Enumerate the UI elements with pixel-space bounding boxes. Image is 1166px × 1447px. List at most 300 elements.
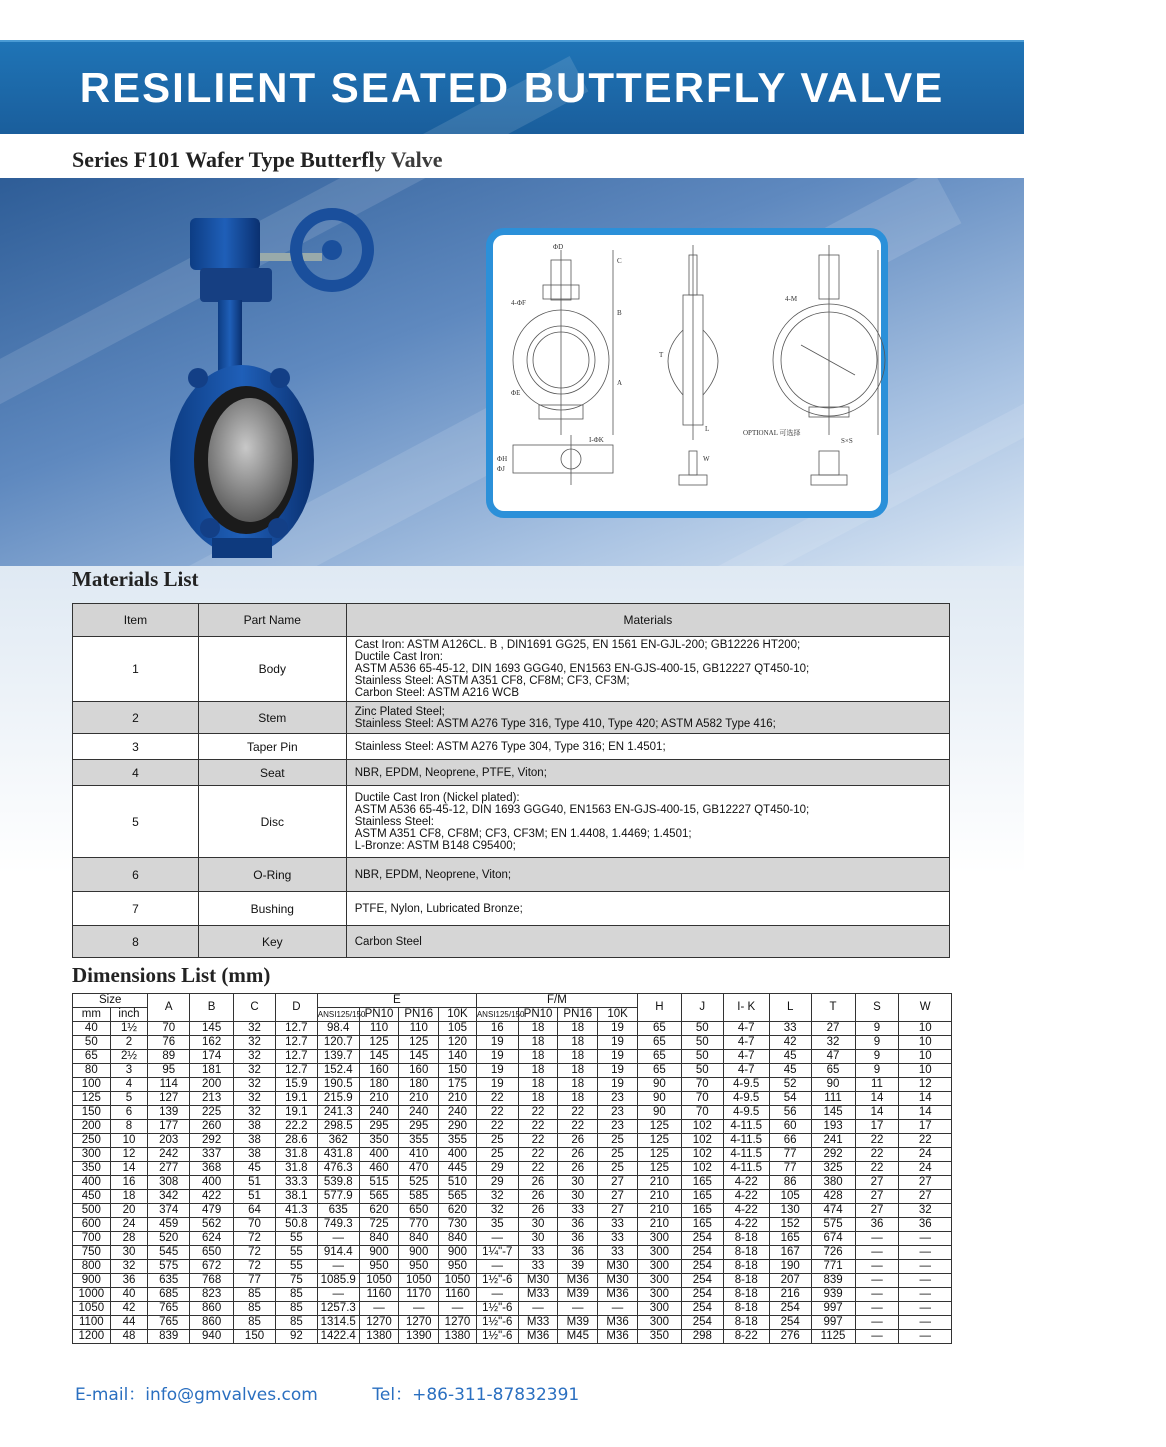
- table-cell: 8-18: [723, 1246, 769, 1260]
- table-cell: —: [317, 1288, 359, 1302]
- table-cell: 75: [275, 1274, 317, 1288]
- table-cell: 295: [399, 1120, 439, 1134]
- table-cell: 18: [518, 1078, 558, 1092]
- table-cell: 8-22: [723, 1330, 769, 1344]
- table-cell: 16: [476, 1022, 518, 1036]
- table-cell: 10: [899, 1050, 952, 1064]
- table-cell: —: [899, 1330, 952, 1344]
- table-cell: 33: [558, 1204, 598, 1218]
- header-fm-10k: 10K: [598, 1008, 638, 1022]
- table-cell: 22: [855, 1134, 899, 1148]
- hero-section: [0, 178, 1024, 566]
- table-cell: 650: [399, 1204, 439, 1218]
- table-cell: 8-18: [723, 1232, 769, 1246]
- table-cell: 64: [234, 1204, 276, 1218]
- table-cell: —: [855, 1246, 899, 1260]
- table-cell: 8-18: [723, 1274, 769, 1288]
- materials-table: [72, 603, 950, 958]
- table-cell: 32: [234, 1022, 276, 1036]
- table-cell: 36: [855, 1218, 899, 1232]
- table-cell: 308: [148, 1176, 190, 1190]
- table-cell: 295: [359, 1120, 399, 1134]
- table-cell: 4-11.5: [723, 1134, 769, 1148]
- table-cell: 167: [769, 1246, 811, 1260]
- table-cell: 672: [190, 1260, 234, 1274]
- table-cell: 1½: [110, 1022, 148, 1036]
- table-cell: 860: [190, 1316, 234, 1330]
- table-cell: —: [899, 1288, 952, 1302]
- table-cell: 445: [439, 1162, 477, 1176]
- table-cell: 55: [275, 1246, 317, 1260]
- table-cell: 70: [681, 1092, 723, 1106]
- header-FM: F/M: [476, 994, 637, 1008]
- table-cell: —: [899, 1274, 952, 1288]
- table-cell: 585: [399, 1190, 439, 1204]
- table-cell: 54: [769, 1092, 811, 1106]
- table-row: [73, 1260, 952, 1274]
- table-cell: 8-18: [723, 1316, 769, 1330]
- table-cell: 50: [681, 1050, 723, 1064]
- table-cell: 160: [359, 1064, 399, 1078]
- table-cell: 27: [855, 1190, 899, 1204]
- table-cell: 102: [681, 1148, 723, 1162]
- table-cell: 32: [234, 1064, 276, 1078]
- table-cell: 125: [359, 1036, 399, 1050]
- table-cell: 162: [190, 1036, 234, 1050]
- table-cell: 48: [110, 1330, 148, 1344]
- table-cell: 39: [558, 1260, 598, 1274]
- table-cell: 32: [476, 1204, 518, 1218]
- table-cell: 562: [190, 1218, 234, 1232]
- table-cell: 77: [769, 1162, 811, 1176]
- table-cell: M33: [518, 1316, 558, 1330]
- header-e-pn10: PN10: [359, 1008, 399, 1022]
- table-cell: 575: [811, 1218, 855, 1232]
- table-cell: 800: [73, 1260, 111, 1274]
- part-cell: Seat: [198, 760, 346, 786]
- table-cell: 28: [110, 1232, 148, 1246]
- header-B: B: [190, 994, 234, 1022]
- table-cell: 26: [518, 1176, 558, 1190]
- table-cell: 290: [439, 1120, 477, 1134]
- dim-label-phiE: ΦE: [511, 389, 521, 397]
- table-cell: 26: [518, 1204, 558, 1218]
- table-cell: 900: [359, 1246, 399, 1260]
- table-cell: 165: [681, 1190, 723, 1204]
- table-row: [73, 1120, 952, 1134]
- table-cell: —: [899, 1316, 952, 1330]
- table-cell: 4-9.5: [723, 1078, 769, 1092]
- table-cell: 624: [190, 1232, 234, 1246]
- header-H: H: [637, 994, 681, 1022]
- table-cell: 210: [637, 1204, 681, 1218]
- dim-label-T: T: [659, 351, 664, 359]
- table-cell: 254: [681, 1316, 723, 1330]
- table-cell: 27: [855, 1204, 899, 1218]
- table-cell: 30: [518, 1218, 558, 1232]
- table-cell: 17: [899, 1120, 952, 1134]
- table-cell: 210: [637, 1176, 681, 1190]
- header-materials: Materials: [346, 604, 949, 637]
- table-cell: 254: [681, 1260, 723, 1274]
- table-cell: 1170: [399, 1288, 439, 1302]
- table-cell: 22: [476, 1106, 518, 1120]
- table-cell: 4-7: [723, 1050, 769, 1064]
- table-cell: 1½"-6: [476, 1302, 518, 1316]
- table-cell: 18: [558, 1064, 598, 1078]
- table-cell: 30: [110, 1246, 148, 1260]
- table-row: [73, 1078, 952, 1092]
- table-cell: 50: [681, 1036, 723, 1050]
- table-cell: 180: [399, 1078, 439, 1092]
- technical-drawing: [486, 228, 888, 518]
- table-cell: 38: [234, 1148, 276, 1162]
- table-cell: 823: [190, 1288, 234, 1302]
- table-cell: 18: [518, 1036, 558, 1050]
- table-cell: 476.3: [317, 1162, 359, 1176]
- table-cell: —: [855, 1274, 899, 1288]
- table-cell: 840: [399, 1232, 439, 1246]
- table-cell: 950: [399, 1260, 439, 1274]
- table-cell: 32: [234, 1050, 276, 1064]
- header-L: L: [769, 994, 811, 1022]
- table-cell: —: [899, 1260, 952, 1274]
- table-cell: 65: [637, 1022, 681, 1036]
- table-cell: 8: [110, 1120, 148, 1134]
- table-cell: 355: [439, 1134, 477, 1148]
- table-cell: 12.7: [275, 1064, 317, 1078]
- table-cell: 539.8: [317, 1176, 359, 1190]
- table-cell: 150: [439, 1064, 477, 1078]
- table-cell: 215.9: [317, 1092, 359, 1106]
- materials-cell: NBR, EPDM, Neoprene, Viton;: [346, 858, 949, 892]
- table-cell: M30: [598, 1260, 638, 1274]
- table-cell: 65: [73, 1050, 111, 1064]
- table-cell: 839: [148, 1330, 190, 1344]
- header-S: S: [855, 994, 899, 1022]
- table-cell: M30: [518, 1274, 558, 1288]
- table-cell: —: [476, 1260, 518, 1274]
- table-cell: 725: [359, 1218, 399, 1232]
- table-cell: 325: [811, 1162, 855, 1176]
- table-cell: 77: [769, 1148, 811, 1162]
- table-cell: 1125: [811, 1330, 855, 1344]
- table-cell: —: [855, 1302, 899, 1316]
- table-cell: 25: [598, 1134, 638, 1148]
- table-cell: 19: [476, 1078, 518, 1092]
- table-cell: 145: [190, 1022, 234, 1036]
- materials-cell: Zinc Plated Steel; Stainless Steel: ASTM A276 Type 316, Type 410, Type 420; ASTM A582 Type 416;: [346, 702, 949, 734]
- table-row: [73, 1190, 952, 1204]
- table-cell: 1½"-6: [476, 1316, 518, 1330]
- table-cell: 300: [637, 1288, 681, 1302]
- table-cell: 8-18: [723, 1288, 769, 1302]
- table-cell: 545: [148, 1246, 190, 1260]
- table-cell: 620: [359, 1204, 399, 1218]
- item-cell: 3: [73, 734, 199, 760]
- header-mm: mm: [73, 1008, 111, 1022]
- table-cell: —: [439, 1302, 477, 1316]
- table-cell: 355: [399, 1134, 439, 1148]
- table-cell: 1160: [439, 1288, 477, 1302]
- table-cell: 9: [855, 1022, 899, 1036]
- table-row: [73, 1232, 952, 1246]
- table-cell: M36: [598, 1288, 638, 1302]
- table-cell: 620: [439, 1204, 477, 1218]
- table-cell: 260: [190, 1120, 234, 1134]
- table-cell: 4-7: [723, 1036, 769, 1050]
- table-cell: 254: [769, 1316, 811, 1330]
- table-cell: 111: [811, 1092, 855, 1106]
- table-cell: 70: [681, 1106, 723, 1120]
- table-row: [73, 1134, 952, 1148]
- table-cell: 45: [769, 1050, 811, 1064]
- table-cell: 72: [234, 1260, 276, 1274]
- table-cell: 674: [811, 1232, 855, 1246]
- table-row: [73, 1330, 952, 1344]
- table-cell: 98.4: [317, 1022, 359, 1036]
- table-cell: 18: [518, 1064, 558, 1078]
- table-cell: 515: [359, 1176, 399, 1190]
- table-cell: 174: [190, 1050, 234, 1064]
- table-cell: 145: [399, 1050, 439, 1064]
- table-cell: 18: [518, 1022, 558, 1036]
- table-cell: 2: [110, 1036, 148, 1050]
- table-cell: 32: [234, 1078, 276, 1092]
- table-cell: 72: [234, 1246, 276, 1260]
- table-cell: 1380: [359, 1330, 399, 1344]
- dim-label-4phiF: 4-ΦF: [511, 299, 526, 307]
- table-cell: 337: [190, 1148, 234, 1162]
- table-cell: 292: [190, 1134, 234, 1148]
- table-cell: 92: [275, 1330, 317, 1344]
- table-cell: 254: [681, 1232, 723, 1246]
- table-cell: 12.7: [275, 1050, 317, 1064]
- table-cell: 89: [148, 1050, 190, 1064]
- table-cell: 70: [681, 1078, 723, 1092]
- table-cell: 6: [110, 1106, 148, 1120]
- table-cell: 12.7: [275, 1036, 317, 1050]
- table-cell: 19: [598, 1022, 638, 1036]
- table-cell: 86: [769, 1176, 811, 1190]
- table-cell: 240: [359, 1106, 399, 1120]
- table-row: [73, 734, 950, 760]
- table-cell: 22: [855, 1148, 899, 1162]
- table-row: [73, 1246, 952, 1260]
- table-cell: 145: [359, 1050, 399, 1064]
- header-A: A: [148, 994, 190, 1022]
- table-cell: 4-22: [723, 1190, 769, 1204]
- table-cell: 300: [637, 1260, 681, 1274]
- table-cell: 3: [110, 1064, 148, 1078]
- materials-title: Materials List: [72, 567, 199, 591]
- header-W: W: [899, 994, 952, 1022]
- table-row: [73, 1316, 952, 1330]
- item-cell: 8: [73, 926, 199, 958]
- table-cell: 900: [439, 1246, 477, 1260]
- table-cell: 210: [399, 1092, 439, 1106]
- table-cell: 298: [681, 1330, 723, 1344]
- table-cell: 120: [439, 1036, 477, 1050]
- table-row: [73, 1050, 952, 1064]
- table-cell: 85: [275, 1316, 317, 1330]
- table-cell: 33: [598, 1218, 638, 1232]
- table-cell: 25: [476, 1148, 518, 1162]
- table-cell: 102: [681, 1134, 723, 1148]
- table-cell: 914.4: [317, 1246, 359, 1260]
- table-cell: 479: [190, 1204, 234, 1218]
- table-cell: 36: [558, 1232, 598, 1246]
- table-cell: 950: [439, 1260, 477, 1274]
- table-cell: 400: [73, 1176, 111, 1190]
- table-cell: 33: [769, 1022, 811, 1036]
- table-cell: 26: [558, 1162, 598, 1176]
- table-cell: 30: [518, 1232, 558, 1246]
- table-cell: 254: [681, 1288, 723, 1302]
- header-fm-pn16: PN16: [558, 1008, 598, 1022]
- table-cell: 180: [359, 1078, 399, 1092]
- table-cell: 4-11.5: [723, 1148, 769, 1162]
- table-cell: 1200: [73, 1330, 111, 1344]
- table-cell: 45: [234, 1162, 276, 1176]
- part-cell: Key: [198, 926, 346, 958]
- table-row: [73, 1162, 952, 1176]
- table-cell: 31.8: [275, 1148, 317, 1162]
- email-text[interactable]: E-mail：info@gmvalves.com: [75, 1385, 318, 1405]
- table-cell: 276: [769, 1330, 811, 1344]
- table-cell: —: [558, 1302, 598, 1316]
- table-row: [73, 1022, 952, 1036]
- table-cell: 90: [811, 1078, 855, 1092]
- table-cell: 50: [681, 1064, 723, 1078]
- table-cell: 51: [234, 1176, 276, 1190]
- table-cell: 33: [518, 1260, 558, 1274]
- table-cell: 26: [518, 1190, 558, 1204]
- table-cell: 50: [73, 1036, 111, 1050]
- table-cell: 26: [558, 1148, 598, 1162]
- table-cell: 374: [148, 1204, 190, 1218]
- table-cell: 1160: [359, 1288, 399, 1302]
- table-row: [73, 1092, 952, 1106]
- table-cell: —: [317, 1232, 359, 1246]
- table-cell: 120.7: [317, 1036, 359, 1050]
- table-cell: 65: [637, 1050, 681, 1064]
- dim-label-A: A: [617, 379, 623, 387]
- table-cell: 56: [769, 1106, 811, 1120]
- table-cell: 1050: [439, 1274, 477, 1288]
- table-cell: 600: [73, 1218, 111, 1232]
- table-cell: 18: [558, 1092, 598, 1106]
- table-cell: 12.7: [275, 1022, 317, 1036]
- table-cell: 36: [558, 1218, 598, 1232]
- table-cell: 114: [148, 1078, 190, 1092]
- table-cell: 1000: [73, 1288, 111, 1302]
- table-cell: 242: [148, 1148, 190, 1162]
- table-cell: 165: [681, 1176, 723, 1190]
- table-cell: —: [855, 1330, 899, 1344]
- table-cell: 839: [811, 1274, 855, 1288]
- table-cell: 19: [476, 1050, 518, 1064]
- table-cell: 250: [73, 1134, 111, 1148]
- table-row: [73, 1204, 952, 1218]
- dim-label-phiD: ΦD: [553, 243, 564, 251]
- dim-label-SxS: S×S: [841, 437, 853, 445]
- table-cell: 105: [439, 1022, 477, 1036]
- table-cell: 23: [598, 1106, 638, 1120]
- table-cell: 65: [811, 1064, 855, 1078]
- dim-label-C: C: [617, 257, 622, 265]
- table-cell: 4-7: [723, 1064, 769, 1078]
- table-cell: 200: [190, 1078, 234, 1092]
- table-cell: 32: [110, 1260, 148, 1274]
- table-cell: 152: [769, 1218, 811, 1232]
- table-cell: 55: [275, 1260, 317, 1274]
- table-cell: 18: [110, 1190, 148, 1204]
- dimensions-table: [72, 993, 952, 1344]
- table-cell: 997: [811, 1316, 855, 1330]
- table-row: [73, 858, 950, 892]
- table-cell: 241: [811, 1134, 855, 1148]
- table-cell: 65: [637, 1036, 681, 1050]
- table-cell: —: [399, 1302, 439, 1316]
- table-cell: 32: [899, 1204, 952, 1218]
- table-cell: 575: [148, 1260, 190, 1274]
- table-cell: 900: [73, 1274, 111, 1288]
- valve-photo: [120, 178, 380, 566]
- table-cell: 470: [399, 1162, 439, 1176]
- table-cell: 765: [148, 1316, 190, 1330]
- table-cell: 1050: [399, 1274, 439, 1288]
- table-cell: 125: [637, 1120, 681, 1134]
- table-cell: 190: [769, 1260, 811, 1274]
- table-cell: 368: [190, 1162, 234, 1176]
- table-cell: 25: [476, 1134, 518, 1148]
- table-cell: 72: [234, 1232, 276, 1246]
- table-cell: 750: [73, 1246, 111, 1260]
- table-cell: 1380: [439, 1330, 477, 1344]
- table-cell: 14: [899, 1092, 952, 1106]
- table-cell: 38: [234, 1134, 276, 1148]
- table-cell: 19.1: [275, 1092, 317, 1106]
- table-cell: 140: [439, 1050, 477, 1064]
- table-cell: 1050: [359, 1274, 399, 1288]
- table-cell: 22: [558, 1106, 598, 1120]
- header-fm-pn10: PN10: [518, 1008, 558, 1022]
- table-cell: 1270: [439, 1316, 477, 1330]
- dim-label-4M: 4-M: [785, 295, 798, 303]
- header-IK: I- K: [723, 994, 769, 1022]
- table-cell: 9: [855, 1050, 899, 1064]
- table-cell: 50.8: [275, 1218, 317, 1232]
- header-e-10k: 10K: [439, 1008, 477, 1022]
- table-cell: 525: [399, 1176, 439, 1190]
- table-cell: M36: [518, 1330, 558, 1344]
- table-cell: 950: [359, 1260, 399, 1274]
- table-cell: 32: [234, 1106, 276, 1120]
- table-cell: 181: [190, 1064, 234, 1078]
- table-cell: 28.6: [275, 1134, 317, 1148]
- table-cell: 216: [769, 1288, 811, 1302]
- table-row: [73, 760, 950, 786]
- table-cell: 51: [234, 1190, 276, 1204]
- table-cell: 362: [317, 1134, 359, 1148]
- table-cell: 241.3: [317, 1106, 359, 1120]
- table-cell: 85: [275, 1302, 317, 1316]
- table-cell: 2½: [110, 1050, 148, 1064]
- table-row: [73, 702, 950, 734]
- table-cell: 165: [681, 1204, 723, 1218]
- table-cell: M39: [558, 1316, 598, 1330]
